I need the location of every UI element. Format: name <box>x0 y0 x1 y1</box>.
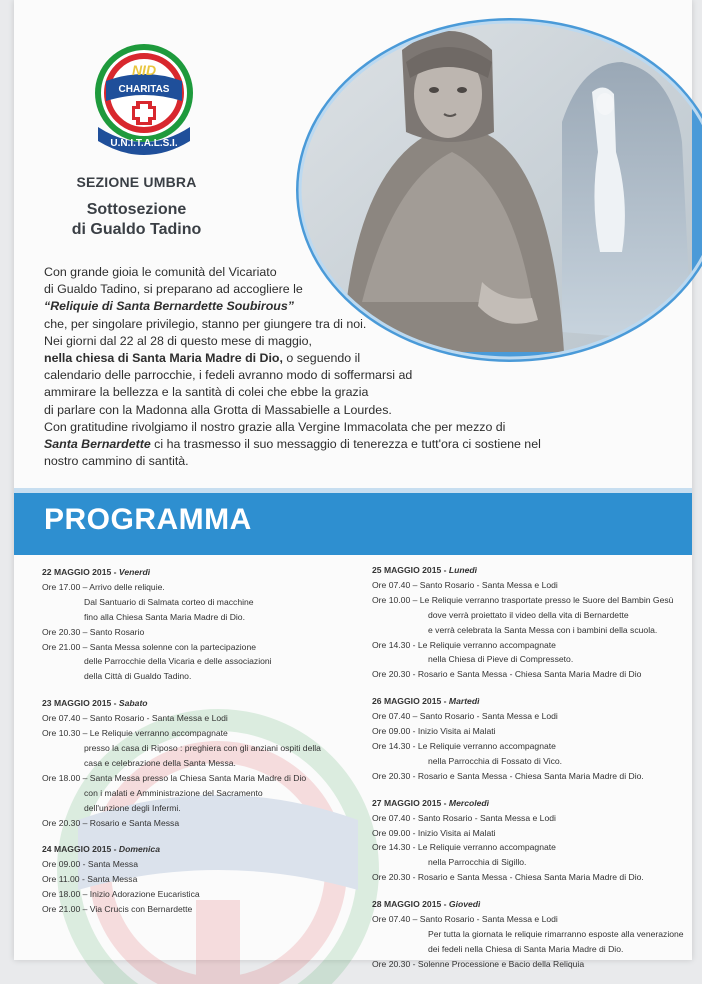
program-line: Ore 18.00 – Inizio Adorazione Eucaristica <box>42 889 200 900</box>
program-line: fino alla Chiesa Santa Maria Madre di Dio. <box>84 611 245 622</box>
day-weekday: Domenica <box>118 844 160 855</box>
program-line: Ore 09.00 - Inizio Visita ai Malati <box>372 726 496 737</box>
program-line: dove verrà proiettato il video della vita di Bernardette <box>428 609 629 620</box>
program-line: nella Parrocchia di Sigillo. <box>428 857 527 868</box>
day-heading <box>372 796 692 811</box>
intro-line <box>44 436 544 453</box>
program-line: Ore 20.30 - Rosario e Santa Messa - Chiesa Santa Maria Madre di Dio <box>372 669 642 680</box>
program-line: casa e celebrazione della Santa Messa. <box>84 757 236 768</box>
section-title: SEZIONE UMBRA <box>76 174 197 190</box>
program-line: Ore 09.00 - Inizio Visita ai Malati <box>372 827 496 838</box>
intro-line-rest: ci ha trasmesso il suo messaggio di tenerezza e tutt'ora ci sostiene nel <box>150 437 541 452</box>
intro-line: calendario delle parrocchie, i fedeli avranno modo di soffermarsi ad <box>44 368 413 383</box>
program-line: Ore 21.00 – Santa Messa solenne con la partecipazione <box>42 641 257 652</box>
day-weekday: Venerdì <box>118 567 151 577</box>
day-weekday: Mercoledì <box>448 797 490 808</box>
program-line: Ore 10.00 – Le Reliquie verranno trasportate presso le Suore del Bambin Gesù <box>372 594 674 605</box>
program-line: Ore 07.40 – Santo Rosario - Santa Messa e Lodi <box>42 713 228 724</box>
day-heading <box>372 694 692 709</box>
unitalsi-logo <box>92 45 202 163</box>
intro-line: di Gualdo Tadino, si preparano ad accogliere le <box>44 282 303 297</box>
program-line: Ore 11.00 - Santa Messa <box>42 874 138 885</box>
program-left-column <box>42 565 372 929</box>
program-line: Ore 10.30 – Le Reliquie verranno accompagnate <box>42 728 228 739</box>
intro-line: Con grande gioia le comunità del Vicariato <box>44 265 277 279</box>
program-line: Ore 21.00 – Via Crucis con Bernardette <box>42 904 193 915</box>
program-line: Per tutta la giornata le reliquie rimarranno esposte alla venerazione <box>428 928 684 939</box>
program-day-25 <box>372 563 692 682</box>
intro-line: nostro cammino di santità. <box>44 454 189 469</box>
day-weekday: Sabato <box>118 698 148 709</box>
day-weekday: Lunedì <box>448 565 478 575</box>
svg-text:NID: NID <box>131 62 157 78</box>
program-line: delle Parrocchie della Vicaria e delle associazioni <box>84 656 272 667</box>
program-line: dell'unzione degli Infermi. <box>84 802 181 813</box>
svg-text:U.N.I.T.A.L.S.I.: U.N.I.T.A.L.S.I. <box>110 138 178 149</box>
subsection-title <box>54 200 219 240</box>
program-line: Ore 07.40 – Santo Rosario - Santa Messa e Lodi <box>372 914 558 925</box>
program-day-22 <box>42 565 372 684</box>
program-day-27 <box>372 796 692 885</box>
day-heading <box>372 563 692 578</box>
day-heading <box>42 842 372 857</box>
day-date: 24 MAGGIO 2015 - <box>42 844 119 855</box>
program-line: Ore 07.40 – Santo Rosario - Santa Messa e Lodi <box>372 711 558 722</box>
poster-sheet <box>14 0 692 969</box>
program-line: Ore 20.30 – Santo Rosario <box>42 626 145 637</box>
program-day-24 <box>42 842 372 917</box>
intro-line <box>44 350 544 367</box>
program-day-23 <box>42 696 372 830</box>
intro-line-rest: o seguendo il <box>282 351 361 366</box>
program-line: Ore 14.30 - Le Reliquie verranno accompagnate <box>372 639 556 650</box>
day-weekday: Martedì <box>448 696 480 707</box>
intro-text <box>44 264 544 470</box>
day-date: 26 MAGGIO 2015 - <box>372 696 449 707</box>
banner-title: PROGRAMMA <box>44 503 252 536</box>
intro-line: ammirare la bellezza e la santità di colei che ebbe la grazia <box>44 385 369 400</box>
day-date: 23 MAGGIO 2015 - <box>42 698 119 709</box>
program-day-28 <box>372 897 692 972</box>
day-date: 25 MAGGIO 2015 - <box>372 565 449 575</box>
intro-line: Con gratitudine rivolgiamo il nostro grazie alla Vergine Immacolata che per mezzo di <box>44 419 506 434</box>
program-line: Ore 09.00 - Santa Messa <box>42 859 139 870</box>
program-line: Ore 07.40 – Santo Rosario - Santa Messa e Lodi <box>372 579 558 590</box>
program-line: della Città di Gualdo Tadino. <box>84 671 192 682</box>
program-line: Ore 20.30 - Rosario e Santa Messa - Chiesa Santa Maria Madre di Dio. <box>372 770 644 781</box>
program-line: Ore 14.30 - Le Reliquie verranno accompagnate <box>372 740 556 751</box>
svg-text:CHARITAS: CHARITAS <box>118 84 170 95</box>
day-heading <box>42 696 372 711</box>
day-weekday: Giovedì <box>448 899 481 910</box>
program-line: Ore 14.30 - Le Reliquie verranno accompagnate <box>372 842 556 853</box>
day-date: 22 MAGGIO 2015 - <box>42 567 119 577</box>
program-line: nella Chiesa di Pieve di Compresseto. <box>428 654 574 665</box>
programma-banner <box>14 488 692 555</box>
subsection-line1: Sottosezione <box>86 201 187 218</box>
program-line: Ore 18.00 – Santa Messa presso la Chiesa Santa Maria Madre di Dio <box>42 772 307 783</box>
program-line: con i malati e Amministrazione del Sacramento <box>84 787 263 798</box>
intro-line: che, per singolare privilegio, stanno per giungere tra di noi. <box>44 316 367 331</box>
program-line: presso la casa di Riposo : preghiera con gli anziani ospiti della <box>84 742 321 753</box>
day-heading <box>42 565 372 580</box>
intro-church-name: nella chiesa di Santa Maria Madre di Dio, <box>44 351 283 366</box>
program-line: nella Parrocchia di Fossato di Vico. <box>428 755 563 766</box>
program-line: Ore 20.30 – Rosario e Santa Messa <box>42 817 180 828</box>
program-line: e verrà celebrata la Santa Messa con i bambini della scuola. <box>428 624 658 635</box>
program-line: Ore 20.30 - Solenne Processione e Bacio della Reliquia <box>372 958 585 969</box>
program-line: Ore 20.30 - Rosario e Santa Messa - Chiesa Santa Maria Madre di Dio. <box>372 872 644 883</box>
day-date: 27 MAGGIO 2015 - <box>372 797 449 808</box>
program-line: Ore 07.40 - Santo Rosario - Santa Messa e Lodi <box>372 812 556 823</box>
intro-line: di parlare con la Madonna alla Grotta di Massabielle a Lourdes. <box>44 402 392 417</box>
program-line: Dal Santuario di Salmata corteo di macchine <box>84 596 254 607</box>
intro-relics-title: “Reliquie di Santa Bernardette Soubirous” <box>44 299 294 314</box>
program-right-column <box>372 563 692 984</box>
program-day-26 <box>372 694 692 783</box>
intro-saint-name: Santa Bernardette <box>44 437 151 452</box>
day-date: 28 MAGGIO 2015 - <box>372 899 449 910</box>
subsection-line2: di Gualdo Tadino <box>71 221 202 238</box>
day-heading <box>372 897 692 912</box>
program-line: dei fedeli nella Chiesa di Santa Maria Madre di Dio. <box>428 943 624 954</box>
program-line: Ore 17.00 – Arrivo delle reliquie. <box>42 581 165 592</box>
intro-line: Nei giorni dal 22 al 28 di questo mese di maggio, <box>44 333 312 348</box>
